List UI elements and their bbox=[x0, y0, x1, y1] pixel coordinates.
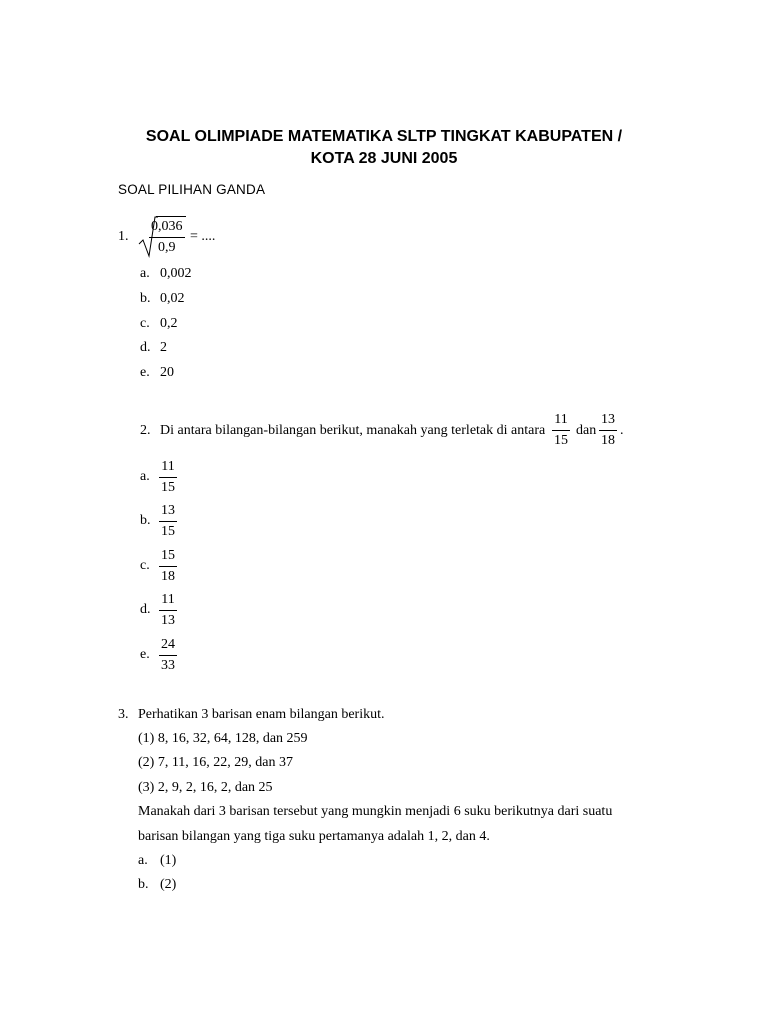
numerator: 13 bbox=[599, 412, 617, 431]
q1-fraction bbox=[149, 219, 185, 256]
option-fraction bbox=[159, 548, 177, 585]
question-text: Di antara bilangan-bilangan berikut, manakah yang terletak di antara bbox=[160, 423, 546, 438]
option-letter: e. bbox=[140, 365, 150, 380]
option-text: 0,02 bbox=[160, 291, 185, 306]
question-number: 3. bbox=[118, 707, 129, 722]
page-title-line-1: SOAL OLIMPIADE MATEMATIKA SLTP TINGKAT KABUPATEN / bbox=[145, 128, 623, 145]
radical-overline bbox=[156, 216, 186, 217]
section-heading: SOAL PILIHAN GANDA bbox=[118, 182, 266, 197]
conjunction: dan bbox=[576, 423, 597, 438]
denominator: 13 bbox=[161, 613, 175, 628]
option-letter: d. bbox=[140, 602, 151, 617]
denominator: 15 bbox=[161, 480, 175, 495]
question-text-line: Manakah dari 3 barisan tersebut yang mungkin menjadi 6 suku berikutnya dari suatu bbox=[138, 804, 613, 819]
question-intro: Perhatikan 3 barisan enam bilangan berikut. bbox=[138, 707, 385, 722]
period: . bbox=[620, 423, 624, 438]
page-title-line-2: KOTA 28 JUNI 2005 bbox=[310, 150, 458, 167]
denominator: 18 bbox=[161, 569, 175, 584]
denominator: 15 bbox=[161, 524, 175, 539]
question-text-line: barisan bilangan yang tiga suku pertamanya adalah 1, 2, dan 4. bbox=[138, 829, 490, 844]
option-fraction bbox=[159, 592, 177, 629]
option-letter: c. bbox=[140, 316, 150, 331]
question-number: 1. bbox=[118, 229, 129, 244]
option-fraction bbox=[159, 637, 177, 674]
numerator: 0,036 bbox=[149, 219, 185, 238]
sequence-line: (2) 7, 11, 16, 22, 29, dan 37 bbox=[138, 755, 294, 770]
option-text: 20 bbox=[160, 365, 174, 380]
fraction-13-18 bbox=[599, 412, 617, 449]
numerator: 15 bbox=[159, 548, 177, 567]
option-letter: b. bbox=[140, 513, 151, 528]
option-text: (1) bbox=[160, 853, 177, 868]
denominator: 18 bbox=[601, 433, 615, 448]
option-letter: b. bbox=[138, 877, 149, 892]
option-letter: c. bbox=[140, 558, 150, 573]
option-letter: d. bbox=[140, 340, 151, 355]
option-text: 2 bbox=[160, 340, 167, 355]
option-letter: b. bbox=[140, 291, 151, 306]
numerator: 11 bbox=[552, 412, 569, 431]
numerator: 11 bbox=[159, 459, 176, 478]
option-letter: a. bbox=[138, 853, 148, 868]
question-number: 2. bbox=[140, 423, 151, 438]
option-letter: a. bbox=[140, 266, 150, 281]
option-text: (2) bbox=[160, 877, 177, 892]
numerator: 24 bbox=[159, 637, 177, 656]
denominator: 15 bbox=[554, 433, 568, 448]
denominator: 33 bbox=[161, 658, 175, 673]
option-letter: e. bbox=[140, 647, 150, 662]
sequence-line: (1) 8, 16, 32, 64, 128, dan 259 bbox=[138, 731, 308, 746]
numerator: 13 bbox=[159, 503, 177, 522]
option-fraction bbox=[159, 459, 177, 496]
option-letter: a. bbox=[140, 469, 150, 484]
sequence-line: (3) 2, 9, 2, 16, 2, dan 25 bbox=[138, 780, 273, 795]
numerator: 11 bbox=[159, 592, 176, 611]
equals-dots: = .... bbox=[190, 229, 216, 244]
option-fraction bbox=[159, 503, 177, 540]
denominator: 0,9 bbox=[158, 240, 176, 255]
option-text: 0,2 bbox=[160, 316, 178, 331]
option-text: 0,002 bbox=[160, 266, 192, 281]
fraction-11-15 bbox=[552, 412, 570, 449]
